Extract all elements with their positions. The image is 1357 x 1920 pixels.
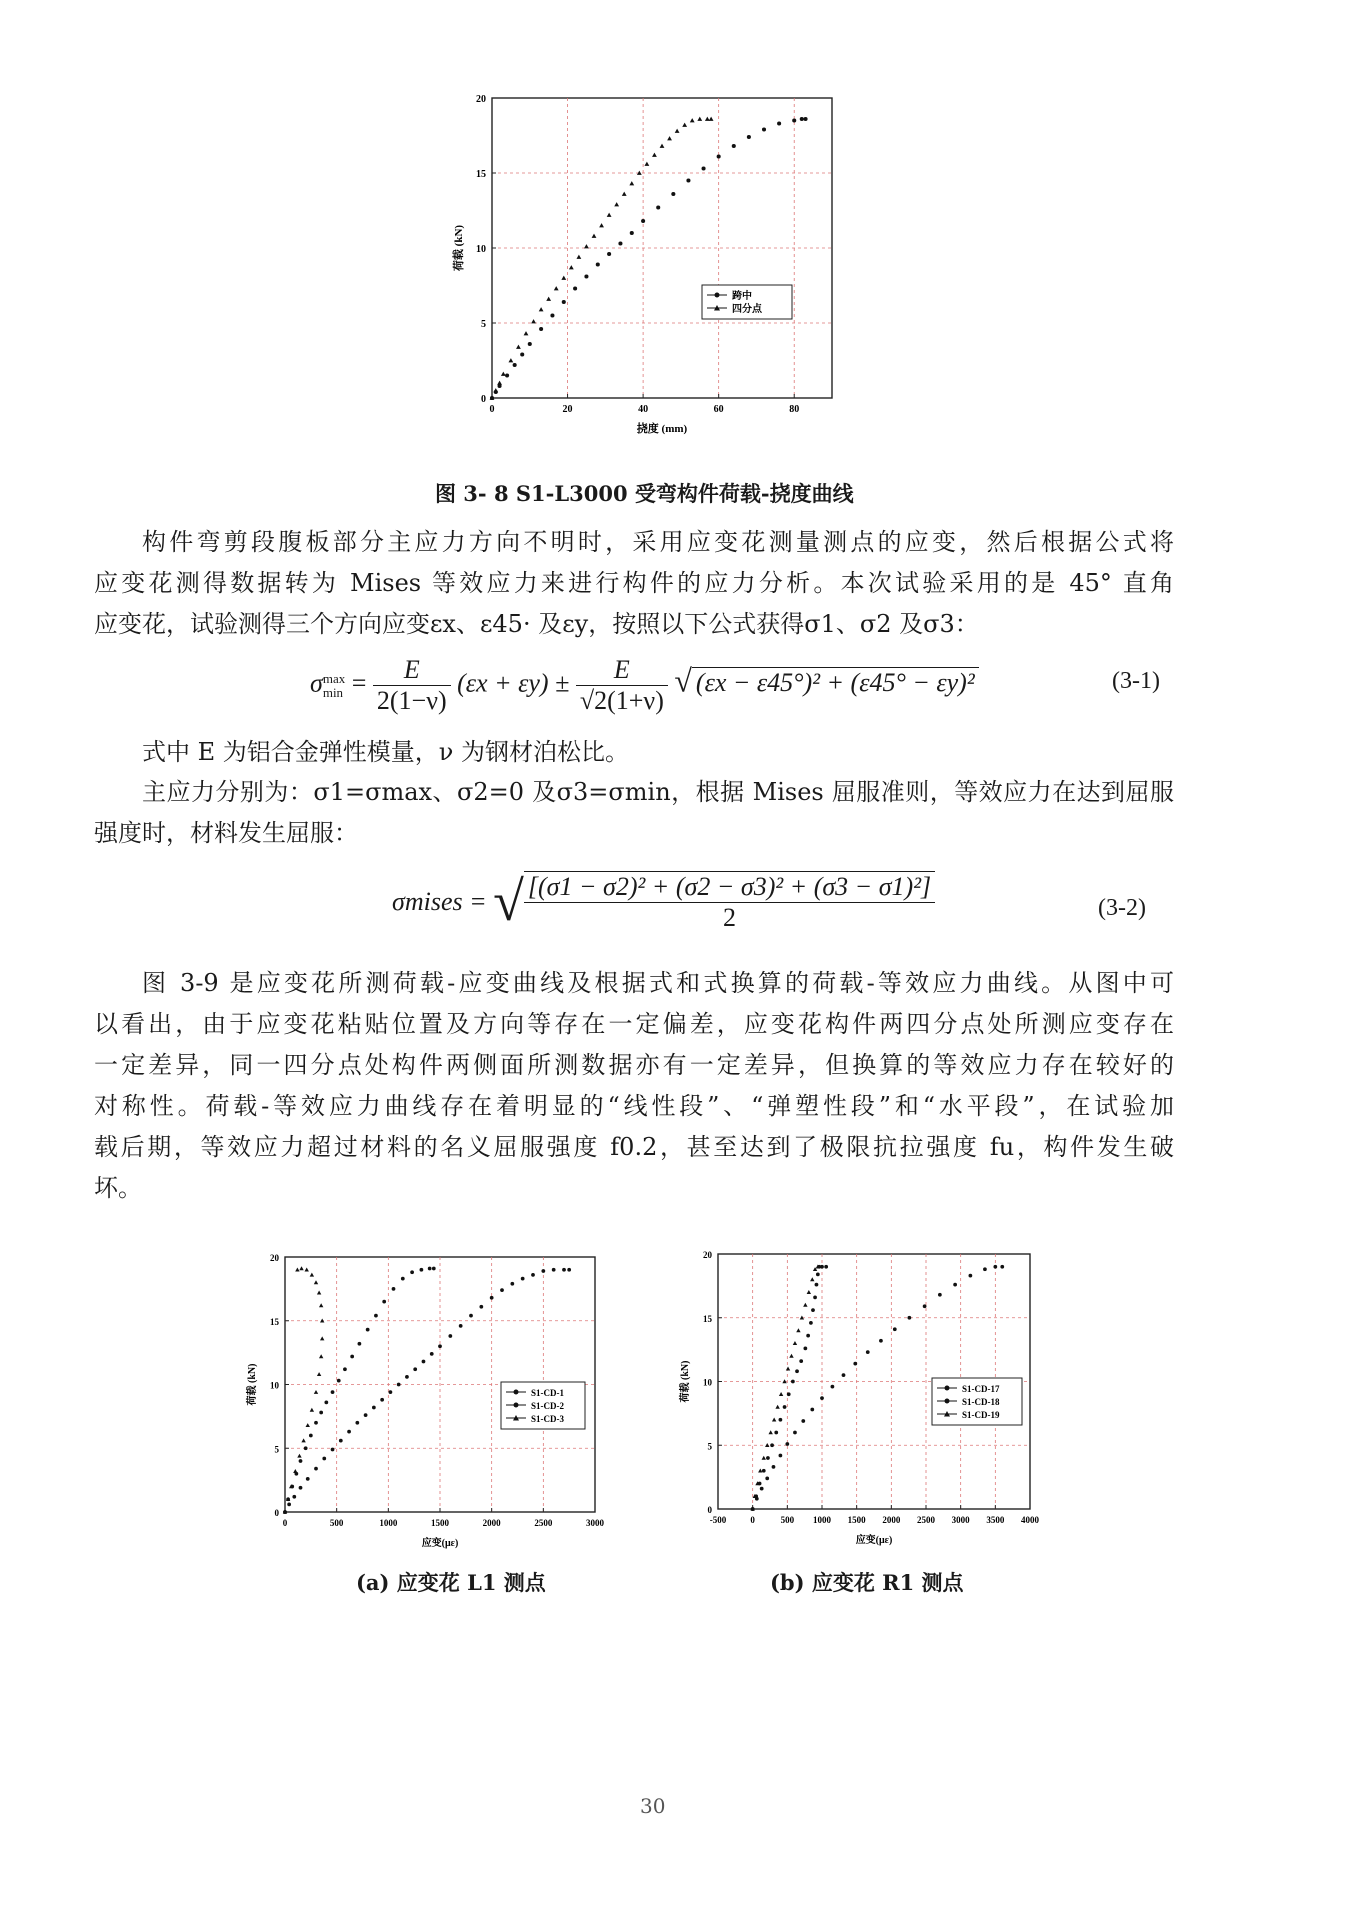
x-tick-label: 1000 (813, 1515, 831, 1525)
data-point (697, 117, 702, 121)
data-point (816, 1273, 820, 1277)
data-point (801, 1419, 805, 1423)
x-tick-label: 1000 (379, 1518, 398, 1528)
data-point (314, 1390, 318, 1394)
x-tick-label: 4000 (1021, 1515, 1039, 1525)
figure-3-9b-chart (672, 1232, 1042, 1552)
data-point (779, 1418, 783, 1422)
data-point (521, 1277, 525, 1281)
data-point (775, 1405, 779, 1409)
data-point (907, 1316, 911, 1320)
legend-marker (514, 1390, 519, 1395)
page-number: 30 (640, 1794, 666, 1818)
data-point (310, 1408, 314, 1412)
data-point (546, 297, 551, 301)
x-tick-label: 1500 (431, 1518, 449, 1528)
data-point (469, 1314, 473, 1318)
x-tick-label: 500 (329, 1518, 344, 1528)
data-point (831, 1385, 835, 1389)
data-point (803, 1303, 807, 1307)
data-point (599, 223, 604, 227)
data-point (528, 342, 532, 346)
data-point (358, 1342, 362, 1346)
data-point (671, 192, 675, 196)
data-point (410, 1270, 414, 1274)
data-point (795, 1369, 799, 1373)
x-tick-label: 1500 (847, 1515, 866, 1525)
x-tick-label: 2000 (882, 1515, 901, 1525)
eq1-sub: min (322, 684, 344, 700)
paragraph-3-line-1: 主应力分别为：σ1=σmax、σ2=0 及σ3=σmin，根据 Mises 屈服准则，等效应力在达到屈服 (142, 778, 1174, 806)
data-point (810, 1277, 814, 1281)
paragraph-4-line-3: 一定差异，同一四分点处构件两侧面所测数据亦有一定差异，但换算的等效应力存在较好的 (94, 1051, 1174, 1079)
x-tick-label: 80 (789, 404, 800, 415)
eq2-fraction: $\frac{\text{[(σ1 − σ2)² + (σ2 − σ3)² + (σ3 − σ1)²]}}{2}$ (524, 871, 935, 933)
legend-marker (945, 1399, 950, 1404)
paragraph-4-line-2: 以看出，由于应变花粘贴位置及方向等存在一定偏差，应变花构件两四分点处所测应变存在 (94, 1010, 1174, 1038)
legend-label: 跨中 (732, 291, 752, 302)
data-point (804, 117, 808, 121)
data-point (682, 123, 687, 127)
data-point (314, 1467, 318, 1471)
data-point (299, 1486, 303, 1490)
data-point (297, 1454, 301, 1458)
x-tick-label: 3000 (586, 1518, 604, 1528)
data-point (770, 1443, 774, 1447)
series-跨中 (490, 117, 808, 400)
y-tick-label: 5 (274, 1444, 279, 1455)
data-point (879, 1339, 883, 1343)
x-tick-label: 500 (780, 1515, 795, 1525)
data-point (319, 1354, 323, 1358)
data-point (490, 1296, 494, 1300)
data-point (299, 1459, 303, 1463)
data-point (287, 1502, 291, 1506)
eq1-fraction-2: $\frac{E}{√2(1+\nu)}$ (576, 655, 668, 716)
x-tick-label: 2500 (917, 1515, 935, 1525)
legend-label: S1-CD-17 (962, 1384, 1000, 1394)
legend-marker (715, 293, 720, 298)
paragraph-1-line-3: 应变花，试验测得三个方向应变εx、ε45· 及εy，按照以下公式获得σ1、σ2 及σ3： (94, 610, 979, 638)
data-point (783, 1405, 787, 1409)
y-tick-label: 15 (270, 1316, 279, 1327)
y-tick-label: 0 (274, 1508, 279, 1518)
data-point (768, 1430, 772, 1434)
data-point (584, 274, 588, 278)
data-point (853, 1362, 857, 1366)
data-point (777, 121, 781, 125)
data-point (550, 313, 554, 317)
data-point (614, 202, 619, 206)
data-point (820, 1265, 824, 1269)
data-point (796, 1328, 800, 1332)
data-point (317, 1372, 321, 1376)
legend-marker (945, 1386, 950, 1391)
data-point (810, 1408, 814, 1412)
data-point (438, 1344, 442, 1348)
data-point (793, 1431, 797, 1435)
x-tick-label: 60 (713, 404, 724, 415)
x-tick-label: 3000 (951, 1515, 970, 1525)
data-point (809, 1321, 813, 1325)
legend-label: S1-CD-1 (531, 1388, 564, 1398)
data-point (413, 1367, 417, 1371)
data-point (629, 181, 634, 185)
paragraph-4-line-1: 图 3-9 是应变花所测荷载-应变曲线及根据式和式换算的荷载-等效应力曲线。从图中可 (142, 969, 1174, 997)
data-point (405, 1375, 409, 1379)
y-axis-label: 荷载 (kN) (453, 224, 465, 272)
data-point (292, 1495, 296, 1499)
data-point (983, 1267, 987, 1271)
data-point (401, 1277, 405, 1281)
data-point (324, 1400, 328, 1404)
data-point (758, 1469, 762, 1473)
data-point (607, 252, 611, 256)
data-point (561, 276, 566, 280)
data-point (562, 1268, 566, 1272)
data-point (347, 1430, 351, 1434)
data-point (380, 1398, 384, 1402)
data-point (842, 1373, 846, 1377)
data-point (397, 1383, 401, 1387)
paragraph-3-line-2: 强度时，材料发生屈服： (94, 819, 358, 847)
data-point (766, 1456, 770, 1460)
x-tick-label: 2000 (482, 1518, 501, 1528)
data-point (732, 144, 736, 148)
x-axis-label: 应变(με) (855, 1535, 893, 1546)
x-axis-label: 应变(με) (421, 1538, 459, 1549)
y-tick-label: 5 (481, 319, 486, 330)
y-axis-label: 荷载 (kN) (247, 1363, 258, 1406)
data-point (592, 234, 597, 238)
data-point (366, 1328, 370, 1332)
data-point (811, 1308, 815, 1312)
data-point (630, 231, 634, 235)
x-tick-label: 3500 (986, 1515, 1005, 1525)
x-tick-label: 20 (562, 404, 573, 415)
data-point (508, 358, 513, 362)
data-point (428, 1267, 432, 1271)
data-point (319, 1411, 323, 1415)
data-point (305, 1268, 309, 1272)
data-point (541, 1269, 545, 1273)
data-point (372, 1406, 376, 1410)
data-point (331, 1390, 335, 1394)
data-point (803, 1346, 807, 1350)
data-point (573, 286, 577, 290)
data-point (607, 213, 612, 217)
data-point (539, 307, 544, 311)
data-point (295, 1268, 299, 1272)
paragraph-2: 式中 E 为铝合金弹性模量，ν 为钢材泊松比。 (142, 738, 629, 766)
data-point (779, 1392, 783, 1396)
data-point (652, 153, 657, 157)
eq1-middle: (εx + εy) ± (457, 668, 570, 698)
data-point (772, 1418, 776, 1422)
x-axis-label: 挠度 (mm) (636, 423, 688, 435)
data-point (774, 1431, 778, 1435)
data-point (554, 286, 559, 290)
paragraph-4 (94, 963, 1174, 1209)
data-point (717, 154, 721, 158)
data-point (320, 1336, 324, 1340)
data-point (374, 1314, 378, 1318)
data-point (420, 1268, 424, 1272)
data-point (422, 1360, 426, 1364)
data-point (807, 1290, 811, 1294)
y-tick-label: 20 (270, 1253, 279, 1263)
data-point (656, 205, 660, 209)
data-point (938, 1293, 942, 1297)
equation-3-2 (392, 870, 935, 934)
eq1-fraction-1: $\frac{E}{2(1-\nu)}$ (373, 655, 451, 716)
data-point (343, 1367, 347, 1371)
data-point (510, 1282, 514, 1286)
data-point (618, 241, 622, 245)
series-S1-CD-19 (750, 1265, 820, 1511)
y-tick-label: 10 (476, 244, 486, 255)
data-point (747, 135, 751, 139)
eq1-sigma: σ (310, 668, 323, 698)
y-tick-label: 10 (703, 1377, 712, 1388)
data-point (539, 327, 543, 331)
data-point (505, 373, 509, 377)
data-point (969, 1274, 973, 1278)
data-point (762, 1469, 766, 1473)
series-四分点 (490, 117, 714, 400)
data-point (709, 117, 714, 121)
data-point (866, 1350, 870, 1354)
data-point (820, 1396, 824, 1400)
y-tick-label: 10 (270, 1380, 279, 1391)
data-point (304, 1446, 308, 1450)
data-point (690, 118, 695, 122)
eq1-equals: = (351, 668, 367, 698)
data-point (792, 118, 796, 122)
data-point (702, 166, 706, 170)
legend-label: S1-CD-2 (531, 1401, 564, 1411)
eq2-radical: √ (493, 871, 524, 933)
paragraph-4-line-6: 坏。 (94, 1174, 142, 1202)
data-point (497, 381, 502, 385)
data-point (500, 1288, 504, 1292)
data-point (760, 1487, 764, 1491)
data-point (787, 1392, 791, 1396)
series-S1-CD-3 (283, 1266, 325, 1513)
data-point (301, 1438, 305, 1442)
series-S1-CD-18 (751, 1265, 828, 1511)
data-point (815, 1283, 819, 1287)
paragraph-3 (94, 772, 1174, 854)
data-point (791, 1380, 795, 1384)
data-point (953, 1283, 957, 1287)
x-tick-label: 0 (489, 404, 495, 415)
data-point (772, 1465, 776, 1469)
data-point (319, 1303, 323, 1307)
data-point (331, 1448, 335, 1452)
data-point (622, 192, 627, 196)
data-point (314, 1280, 318, 1284)
data-point (364, 1413, 368, 1417)
data-point (293, 1469, 297, 1473)
figure-3-8-caption: 图 3- 8 S1-L3000 受弯构件荷载-挠度曲线 (435, 481, 854, 506)
equation-3-2-number: (3-2) (1098, 895, 1146, 921)
data-point (923, 1304, 927, 1308)
legend-label: S1-CD-19 (962, 1410, 1000, 1420)
paragraph-4-line-4: 对称性。荷载-等效应力曲线存在着明显的“线性段”、“弹塑性段”和“水平段”，在试验加 (94, 1092, 1174, 1120)
eq2-lhs: σmises = (392, 887, 487, 916)
series-S1-CD-2 (283, 1267, 436, 1514)
data-point (382, 1300, 386, 1304)
data-point (392, 1287, 396, 1291)
data-point (513, 363, 517, 367)
data-point (309, 1434, 313, 1438)
y-tick-label: 20 (476, 94, 486, 105)
data-point (762, 1456, 766, 1460)
data-point (479, 1305, 483, 1309)
legend-label: S1-CD-18 (962, 1397, 1000, 1407)
data-point (641, 219, 645, 223)
data-point (567, 1268, 571, 1272)
data-point (524, 331, 529, 335)
eq1-sup: max (322, 670, 346, 686)
data-point (806, 1334, 810, 1338)
legend-marker (514, 1403, 519, 1408)
legend-label: S1-CD-3 (531, 1414, 564, 1424)
data-point (306, 1477, 310, 1481)
data-point (389, 1390, 393, 1394)
data-point (789, 1354, 793, 1358)
data-point (350, 1355, 354, 1359)
data-point (531, 1273, 535, 1277)
paragraph-4-line-5: 载后期，等效应力超过材料的名义屈服强度 f0.2，甚至达到了极限抗拉强度 fu，构件发生破 (94, 1133, 1174, 1161)
figure-3-9b-caption: (b) 应变花 R1 测点 (770, 1570, 964, 1595)
data-point (501, 372, 506, 376)
data-point (644, 162, 649, 166)
data-point (337, 1379, 341, 1383)
data-point (520, 352, 524, 356)
data-point (824, 1265, 828, 1269)
y-tick-label: 15 (476, 169, 486, 180)
figure-3-8-chart (440, 80, 860, 440)
data-point (430, 1352, 434, 1356)
data-point (299, 1266, 303, 1270)
legend-label: 四分点 (732, 304, 762, 315)
data-point (339, 1439, 343, 1443)
data-point (1000, 1265, 1004, 1269)
data-point (569, 265, 574, 269)
data-point (531, 319, 536, 323)
paragraph-1-line-2: 应变花测得数据转为 Mises 等效应力来进行构件的应力分析。本次试验采用的是 45° 直角 (94, 569, 1174, 597)
paragraph-1 (94, 522, 1174, 645)
data-point (516, 345, 521, 349)
figure-3-9a-caption: (a) 应变花 L1 测点 (356, 1570, 546, 1595)
data-point (459, 1324, 463, 1328)
figure-3-9a-chart (225, 1235, 625, 1555)
data-point (793, 1341, 797, 1345)
data-point (317, 1291, 321, 1295)
y-tick-label: 0 (707, 1505, 712, 1515)
equation-3-1 (310, 655, 979, 716)
data-point (675, 129, 680, 133)
data-point (785, 1442, 789, 1446)
data-point (596, 262, 600, 266)
data-point (355, 1421, 359, 1425)
x-tick-label: -500 (709, 1515, 727, 1525)
data-point (686, 178, 690, 182)
y-tick-label: 5 (707, 1441, 712, 1452)
data-point (660, 144, 665, 148)
y-tick-label: 0 (481, 394, 486, 405)
data-point (667, 136, 672, 140)
y-tick-label: 15 (703, 1313, 712, 1324)
data-point (779, 1454, 783, 1458)
data-point (813, 1295, 817, 1299)
x-tick-label: 2500 (534, 1518, 553, 1528)
eq1-sqrt-body: (εx − ε45°)² + (ε45° − εy)² (692, 667, 979, 698)
data-point (705, 117, 710, 121)
x-tick-label: 0 (750, 1515, 755, 1525)
data-point (765, 1477, 769, 1481)
y-axis-label: 荷载 (kN) (680, 1360, 691, 1403)
data-point (993, 1265, 997, 1269)
data-point (584, 244, 589, 248)
data-point (448, 1334, 452, 1338)
data-point (576, 255, 581, 259)
y-tick-label: 20 (703, 1250, 712, 1260)
data-point (493, 388, 498, 392)
eq1-radical: √ (674, 662, 692, 699)
equation-3-1-number: (3-1) (1112, 668, 1160, 694)
data-point (800, 117, 804, 121)
data-point (314, 1421, 318, 1425)
data-point (562, 300, 566, 304)
data-point (786, 1367, 790, 1371)
data-point (762, 127, 766, 131)
data-point (432, 1267, 436, 1271)
data-point (310, 1273, 314, 1277)
data-point (893, 1327, 897, 1331)
x-tick-label: 0 (282, 1518, 288, 1528)
paragraph-1-line-1: 构件弯剪段腹板部分主应力方向不明时，采用应变花测量测点的应变，然后根据公式将 (142, 528, 1174, 556)
data-point (306, 1423, 310, 1427)
data-point (322, 1457, 326, 1461)
data-point (799, 1359, 803, 1363)
data-point (552, 1268, 556, 1272)
x-tick-label: 40 (638, 404, 649, 415)
